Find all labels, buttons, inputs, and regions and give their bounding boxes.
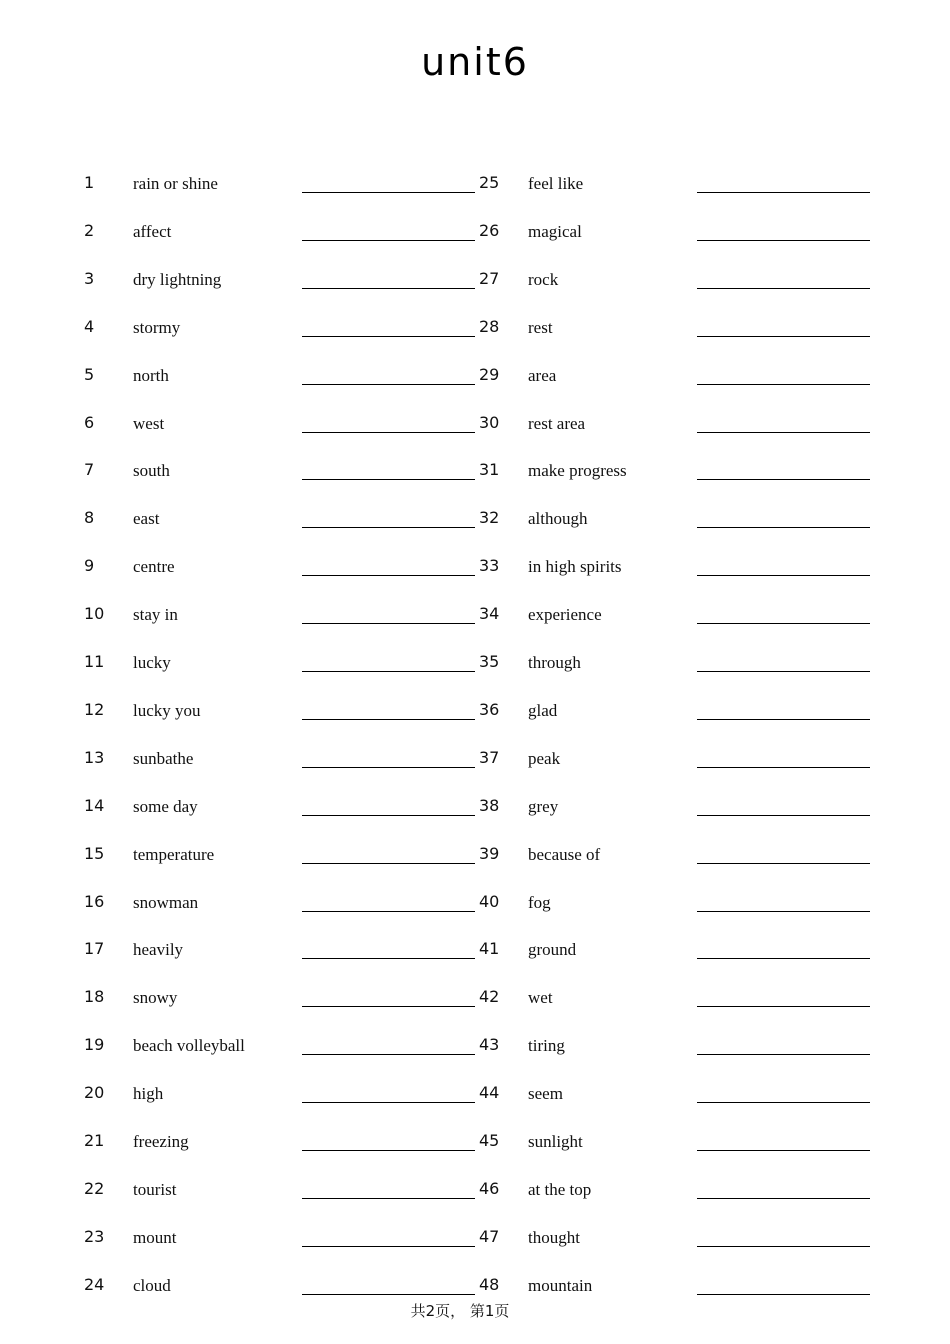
answer-blank[interactable] [697,1102,870,1103]
item-number: 42 [479,987,500,1007]
answer-blank[interactable] [302,479,475,480]
answer-blank[interactable] [697,432,870,433]
item-number: 21 [84,1131,105,1150]
answer-blank[interactable] [697,1054,870,1055]
item-number: 1 [84,173,95,192]
vocab-row [0,733,950,781]
vocab-row [0,924,950,972]
answer-blank[interactable] [697,240,870,241]
vocab-word: glad [528,700,558,720]
vocab-word: wet [528,988,553,1008]
item-number: 11 [84,652,105,671]
vocab-word: stay in [133,605,178,625]
answer-blank[interactable] [697,384,870,385]
item-number: 36 [479,699,500,719]
vocab-word: make progress [528,461,627,481]
item-number: 17 [84,939,105,959]
vocab-word: peak [528,748,561,768]
vocab-word: freezing [133,1132,189,1151]
vocab-word: cloud [133,1275,171,1295]
item-number: 46 [479,1178,500,1198]
item-number: 39 [479,843,500,863]
vocab-row [0,254,950,302]
answer-blank[interactable] [302,240,475,241]
answer-blank[interactable] [302,575,475,576]
vocab-row [0,637,950,685]
answer-blank[interactable] [697,288,870,289]
vocab-word: lucky [133,653,171,672]
item-number: 33 [479,556,500,576]
answer-blank[interactable] [302,1150,475,1151]
vocab-word: lucky you [133,700,201,720]
vocab-row [0,541,950,589]
item-number: 45 [479,1131,500,1150]
vocab-row [0,398,950,446]
answer-blank[interactable] [697,192,870,193]
vocab-row [0,685,950,733]
vocab-row [0,877,950,925]
answer-blank[interactable] [697,719,870,720]
item-number: 18 [84,987,105,1007]
vocab-row [0,1212,950,1260]
item-number: 20 [84,1083,105,1103]
item-number: 14 [84,795,105,815]
vocab-word: in high spirits [528,557,622,577]
answer-blank[interactable] [697,958,870,959]
answer-blank[interactable] [302,384,475,385]
answer-blank[interactable] [302,767,475,768]
item-number: 12 [84,699,105,719]
answer-blank[interactable] [697,336,870,337]
answer-blank[interactable] [697,527,870,528]
vocab-word: rest [528,317,553,337]
answer-blank[interactable] [697,1294,870,1295]
item-number: 25 [479,173,500,192]
answer-blank[interactable] [302,1198,475,1199]
item-number: 15 [84,843,105,863]
vocab-word: rest area [528,413,586,433]
answer-blank[interactable] [697,1006,870,1007]
vocab-row [0,1020,950,1068]
item-number: 23 [84,1226,105,1246]
vocab-row [0,829,950,877]
answer-blank[interactable] [697,1198,870,1199]
item-number: 24 [84,1274,105,1294]
vocab-word: snowman [133,892,199,912]
vocab-word: thought [528,1227,580,1247]
vocab-word: because of [528,844,601,864]
answer-blank[interactable] [697,1150,870,1151]
item-number: 3 [84,268,95,288]
vocab-word: ground [528,940,577,960]
vocab-row [0,302,950,350]
answer-blank[interactable] [302,719,475,720]
answer-blank[interactable] [302,288,475,289]
vocab-row [0,206,950,254]
vocab-row [0,781,950,829]
vocab-row [0,1116,950,1164]
item-number: 16 [84,891,105,911]
item-number: 35 [479,652,500,671]
vocab-row [0,158,950,206]
vocab-word: beach volleyball [133,1036,245,1056]
answer-blank[interactable] [697,479,870,480]
vocab-word: west [133,413,165,433]
answer-blank[interactable] [302,1246,475,1247]
item-number: 43 [479,1035,500,1055]
vocab-row [0,350,950,398]
item-number: 13 [84,747,105,767]
answer-blank[interactable] [302,671,475,672]
vocab-word: centre [133,557,175,577]
vocab-row [0,493,950,541]
answer-blank[interactable] [302,1006,475,1007]
item-number: 4 [84,316,95,336]
item-number: 32 [479,508,500,528]
item-number: 27 [479,268,500,288]
item-number: 34 [479,604,500,624]
vocab-word: south [133,461,170,481]
vocab-word: rock [528,269,559,289]
answer-blank[interactable] [302,863,475,864]
vocab-row [0,1068,950,1116]
vocab-word: some day [133,796,198,816]
vocab-word: rain or shine [133,174,218,193]
answer-blank[interactable] [302,815,475,816]
answer-blank[interactable] [697,1246,870,1247]
vocab-word: tourist [133,1179,177,1199]
answer-blank[interactable] [697,767,870,768]
vocab-word: fog [528,892,551,912]
vocab-word: feel like [528,174,584,193]
vocab-word: east [133,509,160,529]
vocab-row [0,972,950,1020]
page-title: unit6 [421,40,529,84]
vocab-word: sunbathe [133,748,194,768]
answer-blank[interactable] [697,815,870,816]
item-number: 40 [479,891,500,911]
answer-blank[interactable] [302,192,475,193]
answer-blank[interactable] [302,958,475,959]
item-number: 22 [84,1178,105,1198]
item-number: 19 [84,1035,105,1055]
item-number: 37 [479,747,500,767]
answer-blank[interactable] [302,1054,475,1055]
vocab-word: through [528,653,581,672]
vocab-word: mount [133,1227,177,1247]
item-number: 8 [84,508,95,528]
item-number: 48 [479,1274,500,1294]
vocab-word: dry lightning [133,269,222,289]
vocab-word: affect [133,221,172,241]
item-number: 2 [84,220,95,240]
item-number: 5 [84,364,95,384]
item-number: 47 [479,1226,500,1246]
item-number: 38 [479,795,500,815]
answer-blank[interactable] [302,1294,475,1295]
vocab-word: sunlight [528,1132,583,1151]
item-number: 9 [84,556,95,576]
vocab-word: experience [528,605,602,625]
answer-blank[interactable] [302,623,475,624]
item-number: 28 [479,316,500,336]
vocab-word: seem [528,1084,563,1104]
answer-blank[interactable] [302,336,475,337]
item-number: 31 [479,460,500,480]
vocab-word: mountain [528,1275,593,1295]
answer-blank[interactable] [697,671,870,672]
answer-blank[interactable] [302,1102,475,1103]
vocab-row [0,445,950,493]
vocab-word: stormy [133,317,181,337]
page-footer: 共2页， 第1页 [410,1302,510,1320]
vocab-word: at the top [528,1179,592,1199]
answer-blank[interactable] [302,527,475,528]
answer-blank[interactable] [697,911,870,912]
item-number: 44 [479,1083,500,1103]
answer-blank[interactable] [697,575,870,576]
answer-blank[interactable] [697,863,870,864]
item-number: 30 [479,412,500,432]
item-number: 29 [479,364,500,384]
item-number: 41 [479,939,500,959]
vocab-word: high [133,1084,164,1104]
item-number: 7 [84,460,95,480]
vocab-word: grey [528,796,559,816]
vocab-row [0,589,950,637]
answer-blank[interactable] [302,432,475,433]
answer-blank[interactable] [302,911,475,912]
vocab-word: tiring [528,1036,565,1056]
item-number: 26 [479,220,500,240]
item-number: 6 [84,412,95,432]
vocab-word: area [528,365,557,385]
vocab-word: snowy [133,988,178,1008]
vocab-word: although [528,509,588,529]
vocab-word: north [133,365,169,385]
vocab-word: heavily [133,940,184,960]
vocab-word: magical [528,221,582,241]
vocab-word: temperature [133,844,215,864]
vocab-row [0,1164,950,1212]
answer-blank[interactable] [697,623,870,624]
item-number: 10 [84,604,105,624]
